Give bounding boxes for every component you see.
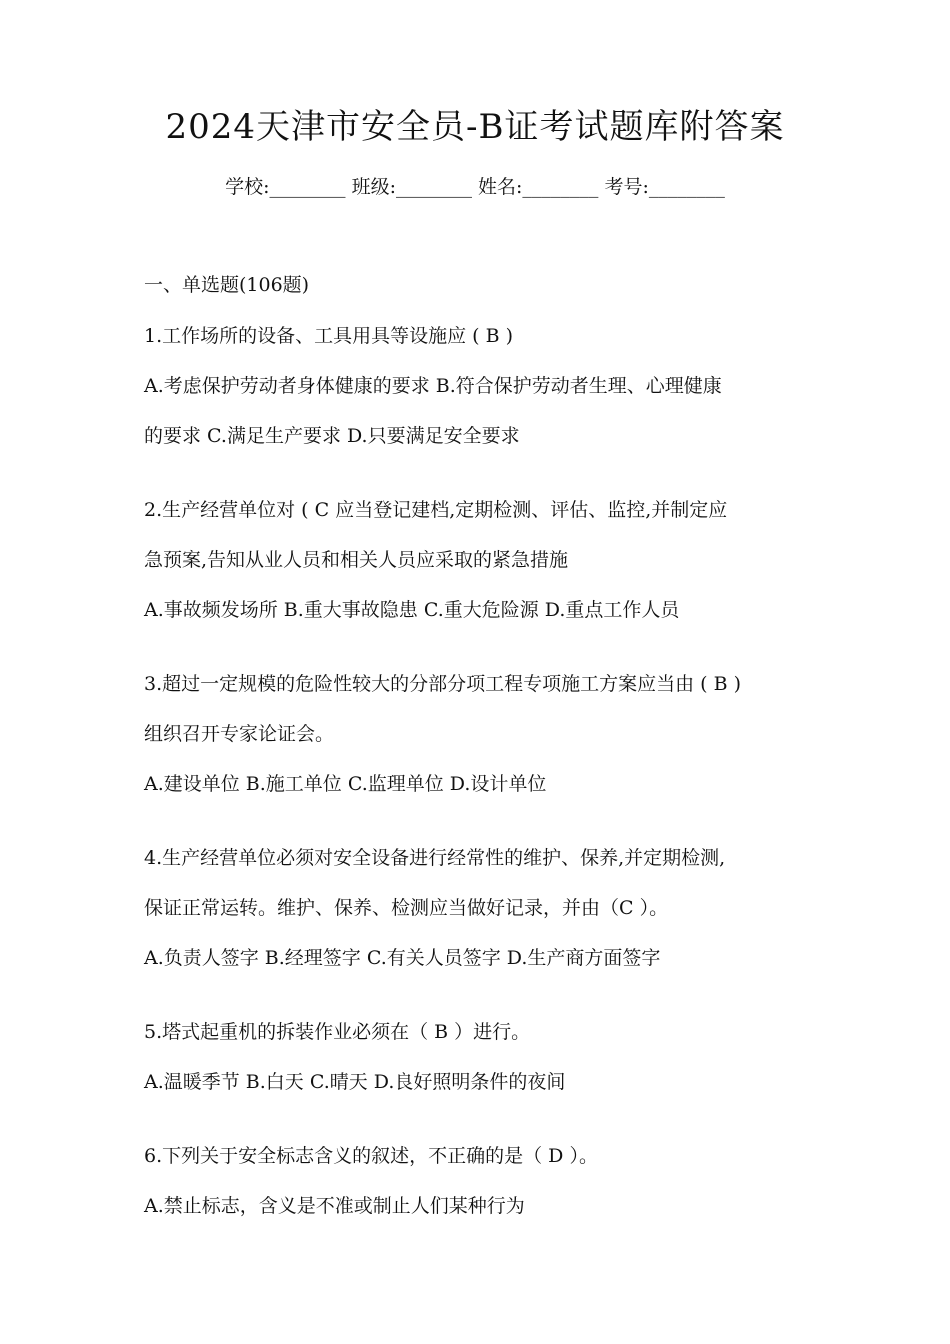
question-2-options: A.事故频发场所 B.重大事故隐患 C.重大危险源 D.重点工作人员 [144,599,680,621]
question-4-stem: 4.生产经营单位必须对安全设备进行经常性的维护、保养,并定期检测, [144,847,726,869]
question-6-stem: 6.下列关于安全标志含义的叙述，不正确的是（ D ）。 [144,1145,598,1167]
page-title: 2024天津市安全员-B证考试题库附答案 [165,107,785,147]
section-heading: 一、单选题(106题) [144,274,310,296]
question-1-options: A.考虑保护劳动者身体健康的要求 B.符合保护劳动者生理、心理健康 [144,375,722,397]
question-6-options: A.禁止标志，含义是不准或制止人们某种行为 [144,1195,525,1217]
question-1-stem: 1.工作场所的设备、工具用具等设施应 ( B ) [144,325,514,347]
question-4-stem-cont: 保证正常运转。维护、保养、检测应当做好记录，并由（C ）。 [144,897,669,919]
question-3-options: A.建设单位 B.施工单位 C.监理单位 D.设计单位 [144,773,547,795]
question-1-options-cont: 的要求 C.满足生产要求 D.只要满足安全要求 [144,425,520,447]
question-5-options: A.温暖季节 B.白天 C.晴天 D.良好照明条件的夜间 [144,1071,566,1093]
question-4-options: A.负责人签字 B.经理签字 C.有关人员签字 D.生产商方面签字 [144,947,661,969]
student-info-fields: 学校:________ 班级:________ 姓名:________ 考号:________ [225,176,725,198]
question-5-stem: 5.塔式起重机的拆装作业必须在（ B ）进行。 [144,1021,531,1043]
question-2-stem: 2.生产经营单位对 ( C 应当登记建档,定期检测、评估、监控,并制定应 [144,499,728,521]
question-3-stem: 3.超过一定规模的危险性较大的分部分项工程专项施工方案应当由 ( B ) [144,673,742,695]
question-2-stem-cont: 急预案,告知从业人员和相关人员应采取的紧急措施 [144,549,569,571]
question-3-stem-cont: 组织召开专家论证会。 [144,723,335,745]
